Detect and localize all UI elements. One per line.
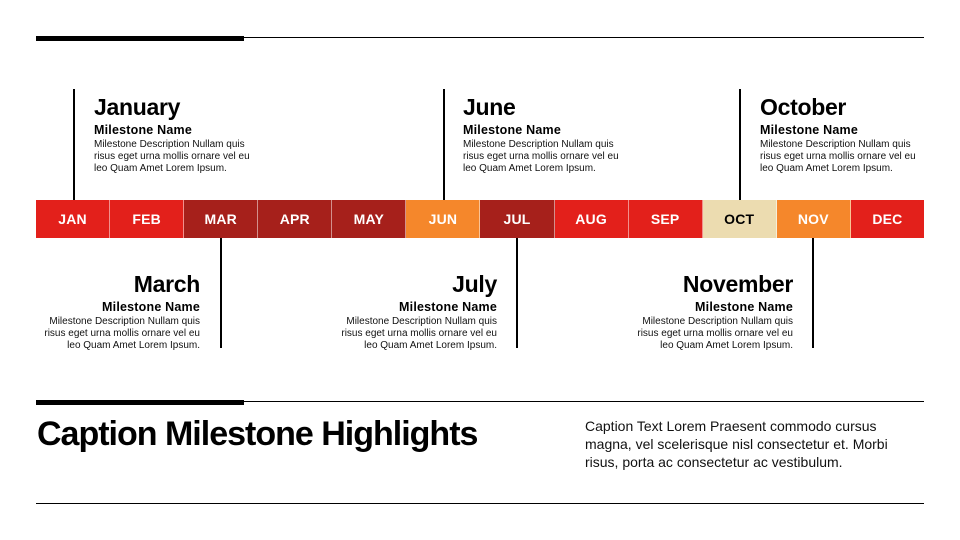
month-label: DEC [872,211,903,227]
milestone-name: Milestone Name [94,123,192,137]
milestone-name: Milestone Name [399,300,497,314]
milestone-description: Milestone Description Nullam quis risus eget urna mollis ornare vel eu leo Quam Amet Lorem Ipsum. [637,316,793,351]
month-label: FEB [132,211,161,227]
connector-october [739,89,741,200]
connector-july [516,238,518,348]
month-sep [629,200,703,238]
connector-january [73,89,75,200]
month-nov [777,200,851,238]
month-jan [36,200,110,238]
month-label: JAN [58,211,87,227]
month-oct [703,200,777,238]
milestone-description: Milestone Description Nullam quis risus eget urna mollis ornare vel eu leo Quam Amet Lorem Ipsum. [463,139,619,174]
month-aug [555,200,629,238]
milestone-title: July [452,271,497,297]
milestone-description: Milestone Description Nullam quis risus eget urna mollis ornare vel eu leo Quam Amet Lorem Ipsum. [94,139,250,174]
month-apr [258,200,332,238]
milestone-title: June [463,94,516,120]
caption-text: Caption Text Lorem Praesent commodo cursus magna, vel scelerisque nisl consectetur et. Morbi risus, porta ac consectetur ac vestibulum. [585,418,888,470]
month-label: JUN [428,211,458,227]
connector-november [812,238,814,348]
milestone-name: Milestone Name [695,300,793,314]
month-label: NOV [797,211,829,227]
milestone-july [337,271,497,352]
bottom-rule [36,503,924,504]
caption-title: Caption Milestone Highlights [37,415,478,453]
month-label: JUL [503,211,531,227]
milestone-description: Milestone Description Nullam quis risus eget urna mollis ornare vel eu leo Quam Amet Lorem Ipsum. [44,316,200,351]
month-dec [851,200,924,238]
milestone-june [463,94,623,175]
month-jul [480,200,554,238]
milestone-march [40,271,200,352]
month-label: OCT [724,211,755,227]
top-accent-bar [36,36,244,41]
milestone-name: Milestone Name [102,300,200,314]
caption-accent-bar [36,400,244,405]
milestone-title: October [760,94,847,120]
month-label: AUG [575,211,607,227]
month-label: MAY [353,211,385,227]
month-bar [36,200,924,238]
milestone-name: Milestone Name [760,123,858,137]
month-jun [406,200,480,238]
milestone-january [94,94,254,175]
month-label: APR [279,211,310,227]
milestone-title: January [94,94,181,120]
milestone-description: Milestone Description Nullam quis risus eget urna mollis ornare vel eu leo Quam Amet Lorem Ipsum. [341,316,497,351]
month-feb [110,200,184,238]
month-may [332,200,406,238]
milestone-description: Milestone Description Nullam quis risus eget urna mollis ornare vel eu leo Quam Amet Lorem Ipsum. [760,139,916,174]
milestone-november [633,271,793,352]
milestone-name: Milestone Name [463,123,561,137]
connector-march [220,238,222,348]
connector-june [443,89,445,200]
milestone-title: March [133,271,200,297]
month-label: SEP [650,211,680,227]
milestone-title: November [682,271,793,297]
milestone-october [760,94,920,175]
month-label: MAR [204,211,237,227]
month-mar [184,200,258,238]
